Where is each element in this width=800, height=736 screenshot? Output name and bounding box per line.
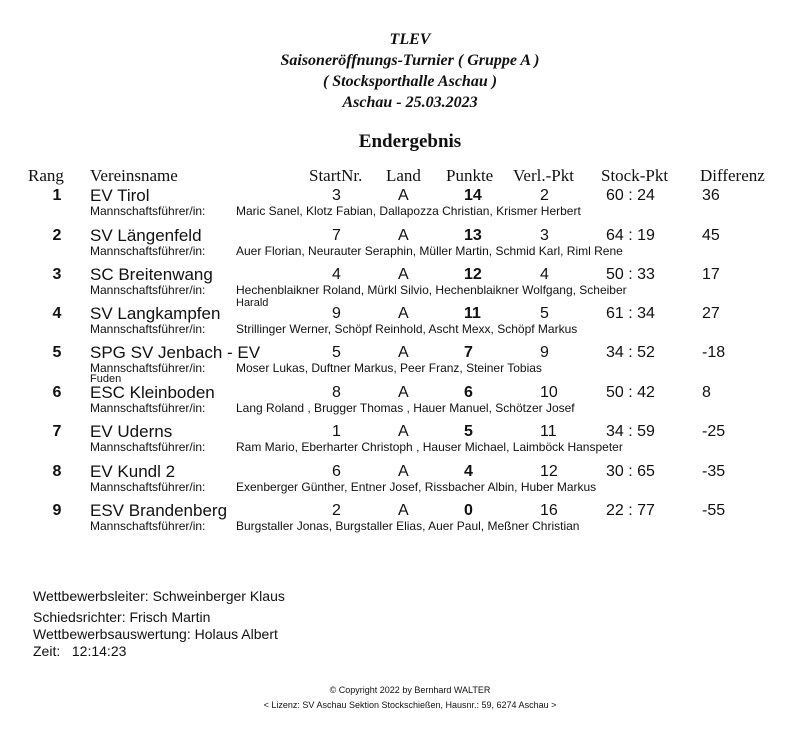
- row-stock: 50 : 33: [606, 266, 655, 283]
- table-row: [0, 304, 800, 344]
- row-punkte: 13: [464, 227, 482, 244]
- tournament-date: Aschau - 25.03.2023: [342, 94, 478, 111]
- row-captain-label: Mannschaftsführer/in:: [90, 440, 206, 454]
- row-captains-overflow: Harald: [236, 297, 269, 309]
- row-name: ESV Brandenberg: [90, 501, 228, 520]
- row-captain-label: Mannschaftsführer/in:: [90, 519, 206, 533]
- row-startnr: 8: [332, 384, 341, 401]
- row-stock: 60 : 24: [606, 187, 655, 204]
- row-verl: 11: [540, 423, 557, 440]
- row-captain-label: Mannschaftsführer/in:: [90, 322, 206, 336]
- tournament-venue: ( Stocksporthalle Aschau ): [322, 73, 498, 90]
- row-captains: Auer Florian, Neurauter Seraphin, Müller Martin, Schmid Karl, Riml Rene: [236, 244, 623, 258]
- row-stock: 50 : 42: [606, 384, 655, 401]
- col-verein: Vereinsname: [90, 166, 178, 185]
- row-verl: 10: [540, 384, 558, 401]
- row-name: SV Längenfeld: [90, 226, 202, 245]
- row-punkte: 5: [464, 423, 473, 440]
- row-stock: 22 : 77: [606, 502, 655, 519]
- row-verl: 12: [540, 463, 558, 480]
- tournament-organizer: TLEV: [389, 31, 431, 48]
- row-diff: -18: [702, 344, 726, 361]
- row-diff: -25: [702, 423, 726, 440]
- row-captains: Hechenblaikner Roland, Mürkl Silvio, Hechenblaikner Wolfgang, Scheiber: [236, 283, 627, 297]
- row-stock: 61 : 34: [606, 305, 655, 322]
- row-land: A: [398, 266, 409, 283]
- copyright: © Copyright 2022 by Bernhard WALTER: [329, 685, 491, 695]
- row-diff: 36: [702, 187, 720, 204]
- row-startnr: 2: [332, 502, 341, 519]
- row-startnr: 9: [332, 305, 341, 322]
- table-row: [0, 186, 800, 226]
- row-rang: 8: [52, 463, 62, 480]
- row-land: A: [398, 502, 409, 519]
- row-captain-label: Mannschaftsführer/in:: [90, 401, 206, 415]
- row-land: A: [398, 227, 409, 244]
- license: < Lizenz: SV Aschau Sektion Stockschießen, Hausnr.: 59, 6274 Aschau >: [263, 700, 557, 710]
- row-startnr: 3: [332, 187, 341, 204]
- row-verl: 3: [540, 227, 549, 244]
- row-name: EV Tirol: [90, 186, 150, 205]
- table-row: [0, 265, 800, 309]
- table-row: [0, 462, 800, 502]
- col-stock: Stock-Pkt: [601, 166, 669, 185]
- row-name-overflow: Fuden: [90, 373, 122, 385]
- row-startnr: 6: [332, 463, 341, 480]
- row-verl: 2: [540, 187, 549, 204]
- row-land: A: [398, 187, 409, 204]
- row-stock: 64 : 19: [606, 227, 655, 244]
- row-captain-label: Mannschaftsführer/in:: [90, 244, 206, 258]
- row-stock: 34 : 52: [606, 344, 655, 361]
- row-punkte: 0: [464, 502, 473, 519]
- row-captains: Exenberger Günther, Entner Josef, Rissbacher Albin, Huber Markus: [236, 480, 597, 494]
- row-name: SV Langkampfen: [90, 304, 221, 323]
- row-punkte: 6: [464, 384, 473, 401]
- row-captain-label: Mannschaftsführer/in:: [90, 204, 206, 218]
- row-name: EV Uderns: [90, 422, 173, 441]
- row-captain-label: Mannschaftsführer/in:: [90, 361, 206, 375]
- competition-director: Wettbewerbsleiter: Schweinberger Klaus: [33, 588, 285, 604]
- row-diff: 27: [702, 305, 720, 322]
- row-verl: 16: [540, 502, 558, 519]
- row-punkte: 11: [464, 305, 481, 322]
- row-land: A: [398, 423, 409, 440]
- row-land: A: [398, 463, 409, 480]
- row-diff: -35: [702, 463, 726, 480]
- row-captains: Moser Lukas, Duftner Markus, Peer Franz, Steiner Tobias: [236, 361, 542, 375]
- row-startnr: 5: [332, 344, 341, 361]
- row-land: A: [398, 384, 409, 401]
- row-rang: 4: [52, 305, 62, 322]
- row-captains: Maric Sanel, Klotz Fabian, Dallapozza Christian, Krismer Herbert: [236, 204, 581, 218]
- table-row: [0, 501, 800, 541]
- row-punkte: 12: [464, 266, 482, 283]
- table-row: [0, 422, 800, 462]
- row-startnr: 4: [332, 266, 341, 283]
- row-captains: Burgstaller Jonas, Burgstaller Elias, Auer Paul, Meßner Christian: [236, 519, 580, 533]
- row-stock: 34 : 59: [606, 423, 655, 440]
- row-rang: 9: [52, 502, 62, 519]
- row-rang: 2: [52, 227, 62, 244]
- row-verl: 9: [540, 344, 549, 361]
- row-rang: 6: [52, 384, 62, 401]
- row-rang: 7: [52, 423, 62, 440]
- row-startnr: 7: [332, 227, 341, 244]
- col-verl: Verl.-Pkt: [513, 166, 574, 185]
- row-captain-label: Mannschaftsführer/in:: [90, 480, 206, 494]
- row-verl: 4: [540, 266, 549, 283]
- row-verl: 5: [540, 305, 549, 322]
- row-diff: 17: [702, 266, 720, 283]
- row-punkte: 4: [464, 463, 473, 480]
- row-rang: 3: [52, 266, 62, 283]
- row-diff: -55: [702, 502, 726, 519]
- row-punkte: 7: [464, 344, 473, 361]
- row-startnr: 1: [332, 423, 341, 440]
- row-name: SPG SV Jenbach - EV: [90, 343, 261, 362]
- row-rang: 1: [52, 187, 62, 204]
- row-diff: 45: [702, 227, 720, 244]
- table-row: [0, 383, 800, 423]
- row-name: SC Breitenwang: [90, 265, 213, 284]
- row-diff: 8: [702, 384, 711, 401]
- row-land: A: [398, 344, 409, 361]
- referee: Schiedsrichter: Frisch Martin: [33, 609, 211, 625]
- evaluation: Wettbewerbsauswertung: Holaus Albert: [33, 626, 278, 642]
- row-stock: 30 : 65: [606, 463, 655, 480]
- result-title: Endergebnis: [358, 131, 462, 152]
- tournament-name: Saisoneröffnungs-Turnier ( Gruppe A ): [280, 52, 540, 69]
- row-captains: Lang Roland , Brugger Thomas , Hauer Manuel, Schötzer Josef: [236, 401, 575, 415]
- table-row: [0, 343, 800, 383]
- col-diff: Differenz: [700, 166, 765, 185]
- col-rang: Rang: [28, 166, 64, 185]
- row-name: EV Kundl 2: [90, 462, 176, 481]
- row-punkte: 14: [464, 187, 482, 204]
- col-punkte: Punkte: [446, 166, 494, 185]
- row-captains: Strillinger Werner, Schöpf Reinhold, Ascht Mexx, Schöpf Markus: [236, 322, 578, 336]
- row-rang: 5: [52, 344, 62, 361]
- row-captain-label: Mannschaftsführer/in:: [90, 283, 206, 297]
- col-startnr: StartNr.: [309, 166, 363, 185]
- time: Zeit: 12:14:23: [33, 643, 127, 659]
- row-land: A: [398, 305, 409, 322]
- table-row: [0, 226, 800, 266]
- row-captains: Ram Mario, Eberharter Christoph , Hauser Michael, Laimböck Hanspeter: [236, 440, 623, 454]
- row-name: ESC Kleinboden: [90, 383, 215, 402]
- col-land: Land: [386, 166, 421, 185]
